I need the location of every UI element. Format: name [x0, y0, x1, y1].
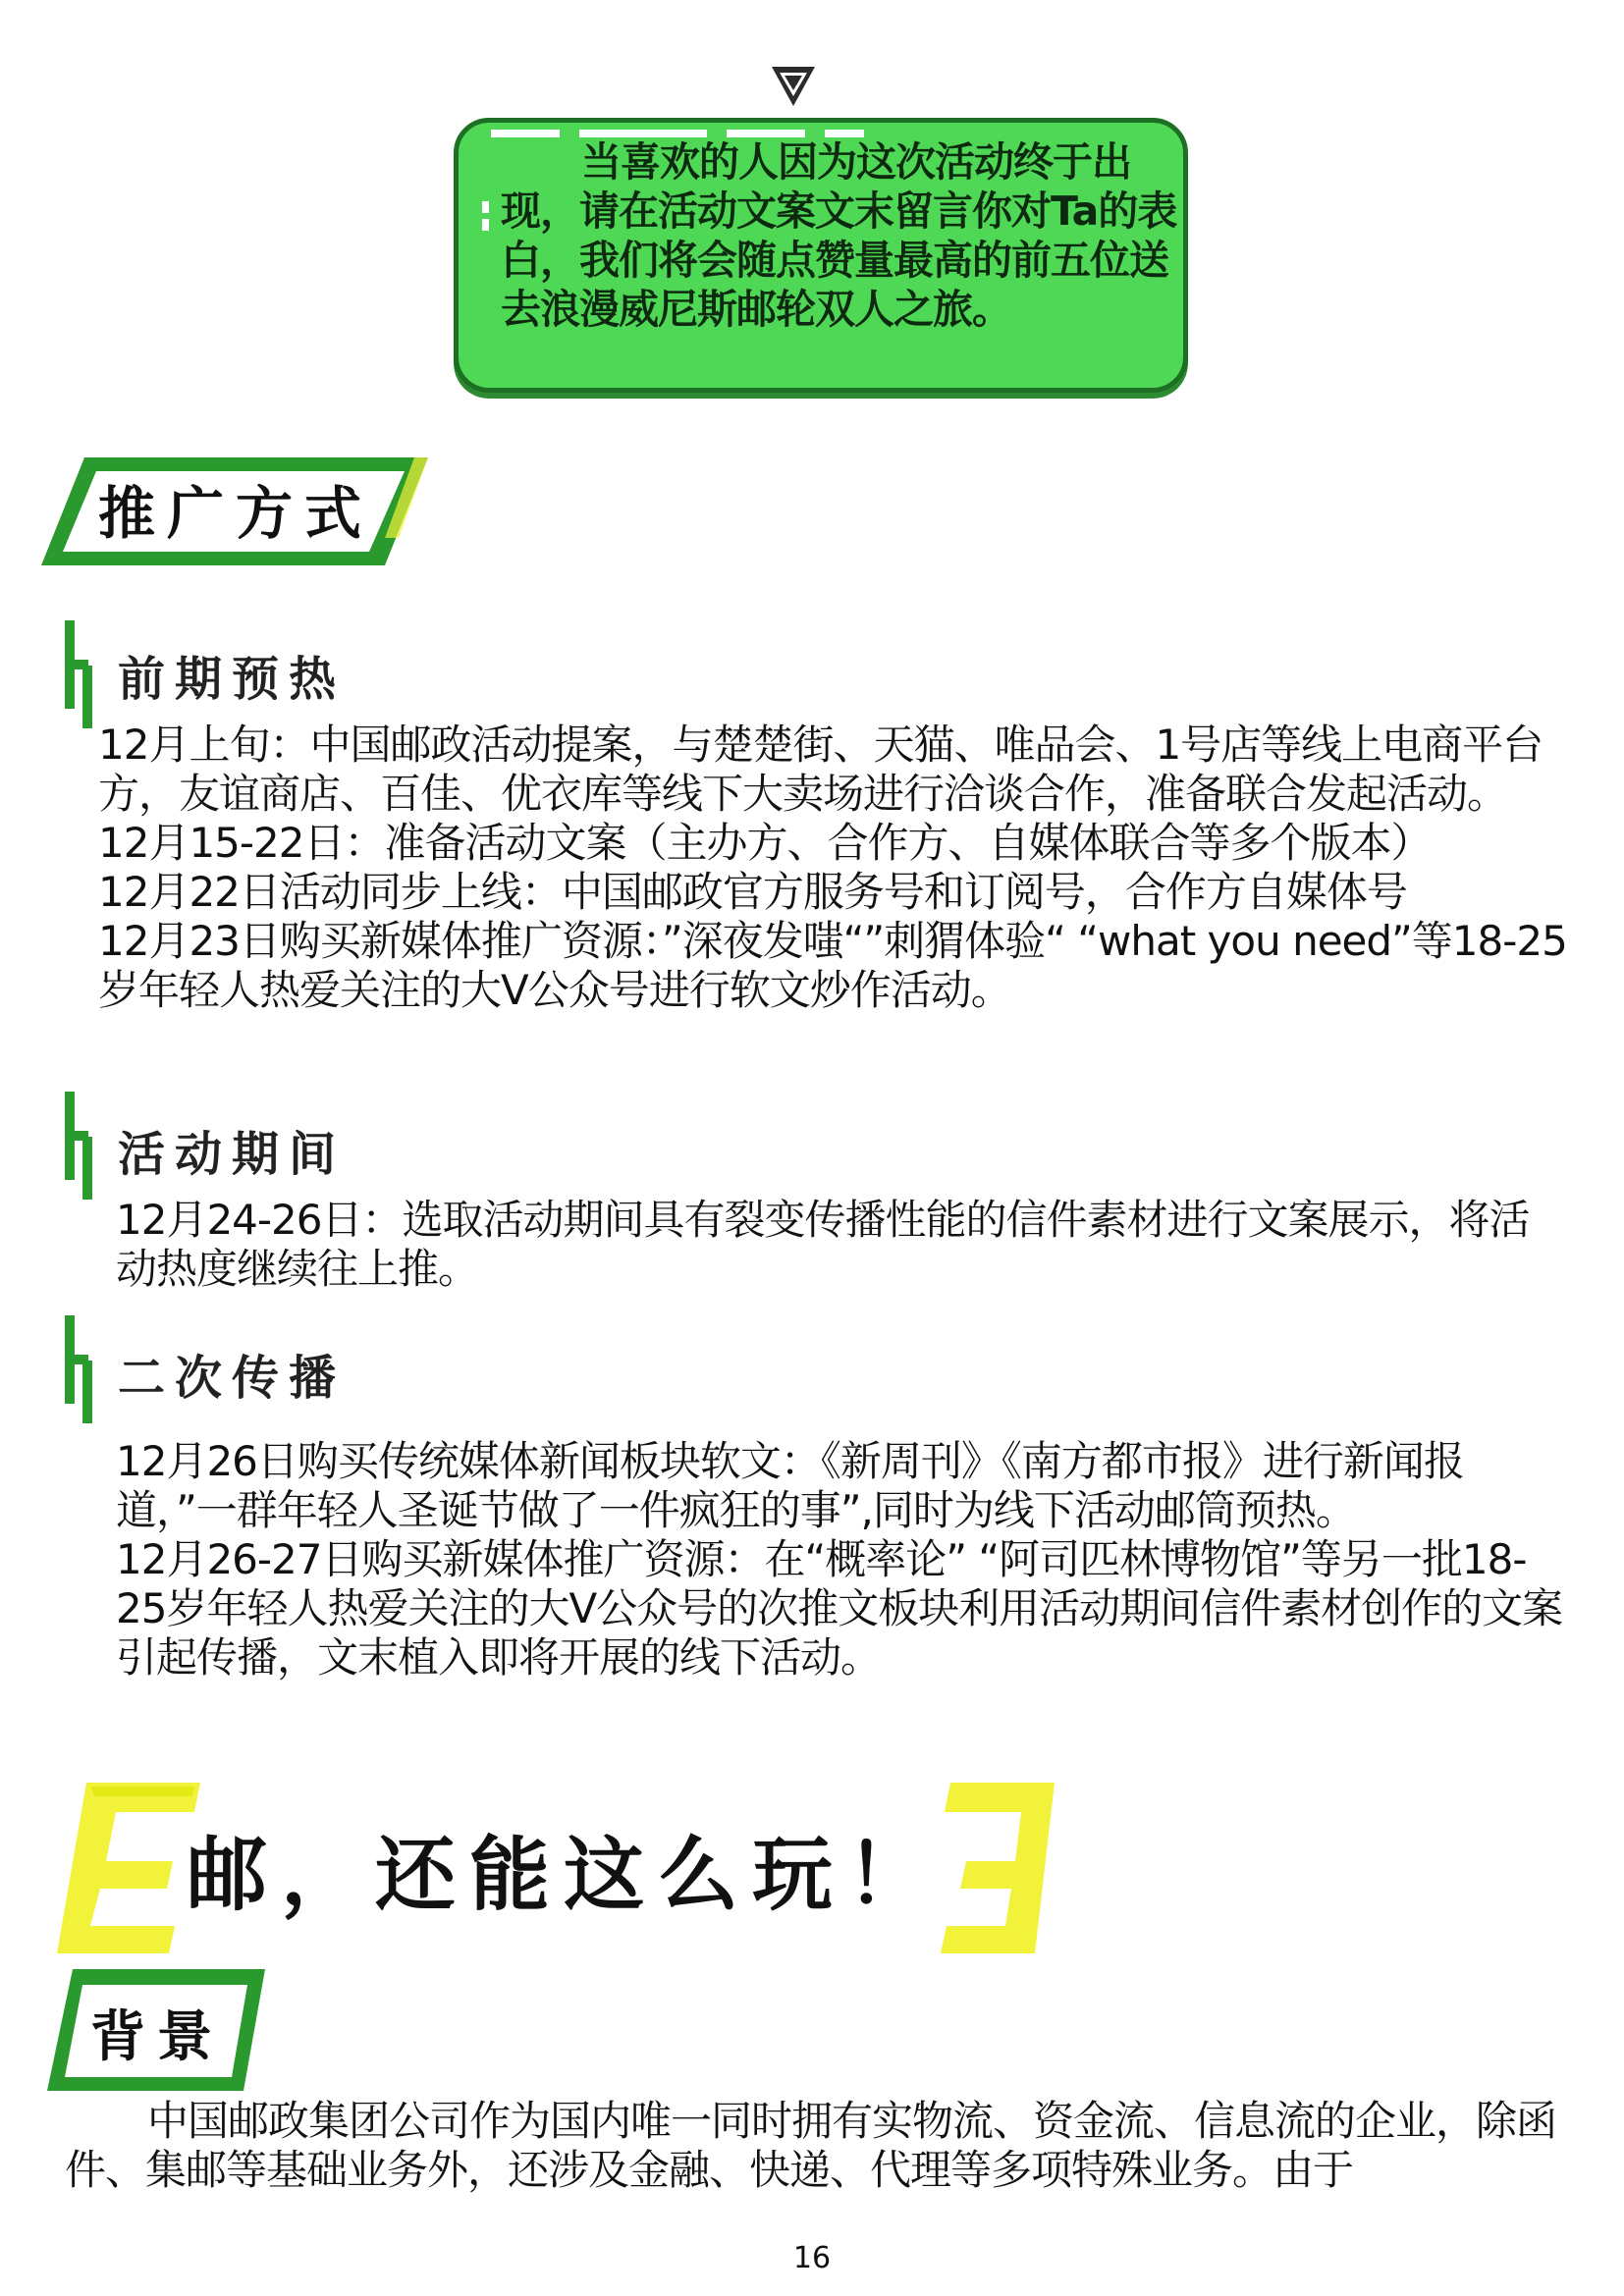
secondary-line: 12月26日购买传统媒体新闻板块软文：《新周刊》《南方都市报》进行新闻报道，”一群年轻人圣诞节做了一件疯狂的事”,同时为线下活动邮筒预热。 — [116, 1437, 1464, 1534]
subheading-during: 活动期间 — [118, 1127, 347, 1182]
section-title-background: 背景 — [90, 2004, 224, 2069]
during-content — [116, 1196, 1569, 1294]
preheat-line: 12月上旬：中国邮政活动提案，与楚楚街、天猫、唯品会、1号店等线上电商平台方，友谊商店、百佳、优衣库等线下大卖场进行洽谈合作，准备联合发起活动。 — [98, 721, 1543, 818]
triangle-down-icon — [768, 61, 819, 112]
callout-text: 当喜欢的人因为这次活动终于出现，请在活动文案文末留言你对Ta的表白，我们将会随点赞量最高的前五位送去浪漫威尼斯邮轮双人之旅。 — [501, 138, 1177, 333]
subheading-secondary: 二次传播 — [118, 1351, 347, 1406]
preheat-line: 12月23日购买新媒体推广资源：”深夜发嗤“”刺猬体验“ “what you need”等18-25岁年轻人热爱关注的大V公众号进行软文炒作活动。 — [98, 917, 1567, 1014]
subheading-preheat: 前期预热 — [118, 652, 347, 707]
callout-decoration-side — [481, 201, 491, 231]
secondary-line: 12月26-27日购买新媒体推广资源：在“概率论” “阿司匹林博物馆”等另一批18-25岁年轻人热爱关注的大V公众号的次推文板块利用活动期间信件素材创作的文案引起传播，文末植入即将开展的线下活动。 — [116, 1535, 1563, 1682]
green-bracket-icon — [65, 620, 100, 728]
during-line: 12月24-26日：选取活动期间具有裂变传播性能的信件素材进行文案展示，将活动热度继续往上推。 — [116, 1196, 1530, 1293]
green-bracket-icon — [65, 1315, 100, 1423]
page-number: 16 — [792, 2241, 832, 2275]
green-bracket-icon — [65, 1092, 100, 1200]
section-title-promotion: 推广方式 — [98, 480, 374, 547]
preheat-line: 12月22日活动同步上线：中国邮政官方服务号和订阅号，合作方自媒体号 — [98, 868, 1407, 916]
preheat-line: 12月15-22日：准备活动文案（主办方、合作方、自媒体联合等多个版本） — [98, 819, 1432, 867]
yellow-bracket-left-icon — [57, 1779, 204, 1955]
secondary-content — [116, 1437, 1569, 1682]
slogan-text: 邮，还能这么玩！ — [187, 1828, 942, 1922]
yellow-bracket-right-icon — [941, 1779, 1058, 1955]
preheat-content — [98, 721, 1571, 1015]
background-text: 中国邮政集团公司作为国内唯一同时拥有实物流、资金流、信息流的企业，除函件、集邮等基础业务外，还涉及金融、快递、代理等多项特殊业务。由于 — [65, 2097, 1557, 2194]
